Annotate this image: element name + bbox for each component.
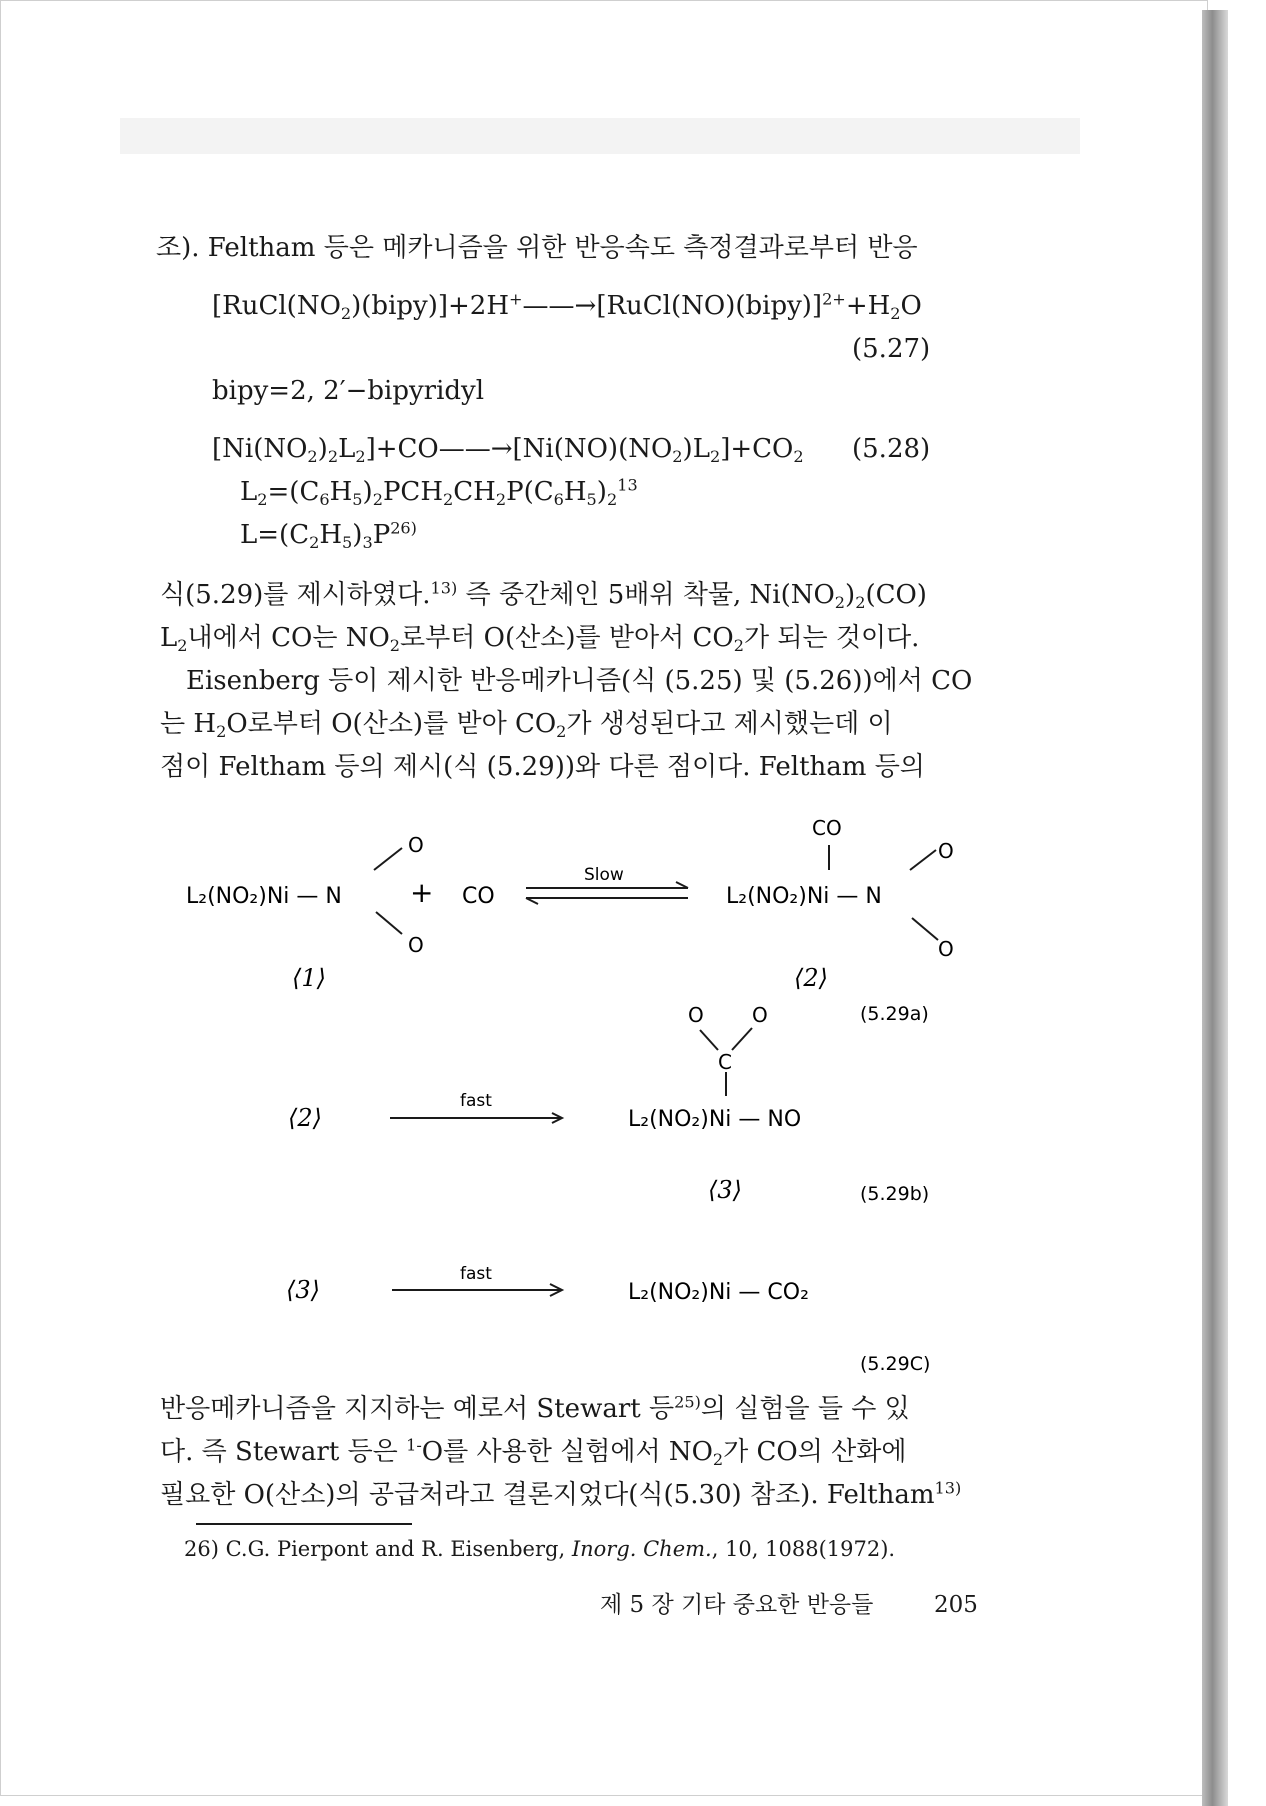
- para2-line1: 식(5.29)를 제시하였다.$^{13)}$ 즉 중간체인 5배위 착물, $Ni(NO_2)_2(CO)$: [160, 578, 927, 612]
- equation-number-5-29c: (5.29C): [860, 1353, 931, 1375]
- bond-n-o-lower-2: [912, 918, 938, 940]
- para3-line3: 점이 Feltham 등의 제시(식 (5.29))와 다른 점이다. Feltham 등의: [160, 752, 925, 782]
- equation-number-5-27: (5.27): [852, 334, 931, 364]
- footnote-26: 26) C.G. Pierpont and R. Eisenberg, Inorg. Chem., 10, 1088(1972).: [184, 1537, 896, 1561]
- slow-label: Slow: [584, 865, 624, 885]
- o-atom-right: O: [752, 1003, 768, 1027]
- equation-number-5-28: (5.28): [852, 434, 931, 464]
- molecule-2-co: CO: [812, 816, 842, 840]
- compound-label-3: ⟨3⟩: [708, 1176, 742, 1204]
- molecule-2-formula: L₂(NO₂)Ni — N: [726, 884, 882, 909]
- l-definition: $L=(C_2H_5)_3P^{26)}$: [240, 518, 417, 552]
- compound-label-3-repeat: ⟨3⟩: [286, 1276, 320, 1304]
- para4-line3: 필요한 O(산소)의 공급처라고 결론지었다(식(5.30) 참조). Feltham$^{13)}$: [160, 1478, 962, 1510]
- l2-definition: $L_2=(C_6H_5)_2PCH_2CH_2P(C_6H_5)_2^{13}$: [240, 475, 638, 509]
- running-footer-chapter: 제 5 장 기타 중요한 반응들: [600, 1592, 874, 1618]
- molecule-1-o-upper: O: [408, 833, 424, 857]
- compound-label-2-repeat: ⟨2⟩: [288, 1104, 322, 1132]
- equation-number-5-29b: (5.29b): [860, 1183, 930, 1205]
- para3-line1: Eisenberg 등이 제시한 반응메카니즘(식 (5.25) 및 (5.26))에서 CO: [186, 666, 973, 696]
- c-atom: C: [718, 1050, 732, 1074]
- footnote-rule: [196, 1523, 412, 1525]
- para4-line2: 다. 즉 Stewart 등은 $^{1-}$O를 사용한 실험에서 $NO_2$가 CO의 산화에: [160, 1435, 907, 1469]
- fast-label-1: fast: [460, 1091, 492, 1111]
- molecule-1-o-lower: O: [408, 933, 424, 957]
- product-3-formula: L₂(NO₂)Ni — NO: [628, 1107, 802, 1132]
- bond-c-o-left: [700, 1030, 718, 1050]
- equation-number-5-29a: (5.29a): [860, 1003, 929, 1025]
- product-co2-formula: L₂(NO₂)Ni — CO₂: [628, 1280, 809, 1305]
- equation-5-28: $[Ni(NO_2)_2L_2]+CO——\to[Ni(NO)(NO_2)L_2]+CO_2$: [212, 434, 804, 466]
- para2-line2: $L_2$내에서 CO는 $NO_2$로부터 O(산소)를 받아서 $CO_2$가 되는 것이다.: [160, 623, 920, 655]
- compound-label-1: ⟨1⟩: [292, 964, 326, 992]
- bipy-definition: bipy=2, 2′−bipyridyl: [212, 376, 485, 406]
- plus-sign: +: [410, 876, 434, 909]
- bond-n-o-upper-1: [374, 848, 402, 870]
- bond-n-o-lower-1: [376, 912, 402, 934]
- molecule-2-o-lower: O: [938, 937, 954, 961]
- para3-line2: 는 $H_2O$로부터 O(산소)를 받아 $CO_2$가 생성된다고 제시했는데 이: [160, 709, 893, 741]
- para1-line1: 조). Feltham 등은 메카니즘을 위한 반응속도 측정결과로부터 반응: [156, 233, 918, 263]
- molecule-1-formula: L₂(NO₂)Ni — N: [186, 884, 342, 909]
- bond-n-o-upper-2: [910, 850, 936, 870]
- page-number: 205: [934, 1592, 978, 1618]
- compound-label-2: ⟨2⟩: [794, 964, 828, 992]
- o-atom-left: O: [688, 1003, 704, 1027]
- molecule-2-o-upper: O: [938, 839, 954, 863]
- bond-c-o-right: [732, 1028, 752, 1050]
- para4-line1: 반응메카니즘을 지지하는 예로서 Stewart 등$^{25)}$의 실험을 들 수 있: [160, 1392, 910, 1424]
- co-reactant: CO: [462, 884, 495, 909]
- equation-5-27: $[RuCl(NO_2)(bipy)]+2H^+——\to[RuCl(NO)(bipy)]^{2+}+H_2O$: [212, 289, 922, 323]
- fast-label-2: fast: [460, 1264, 492, 1284]
